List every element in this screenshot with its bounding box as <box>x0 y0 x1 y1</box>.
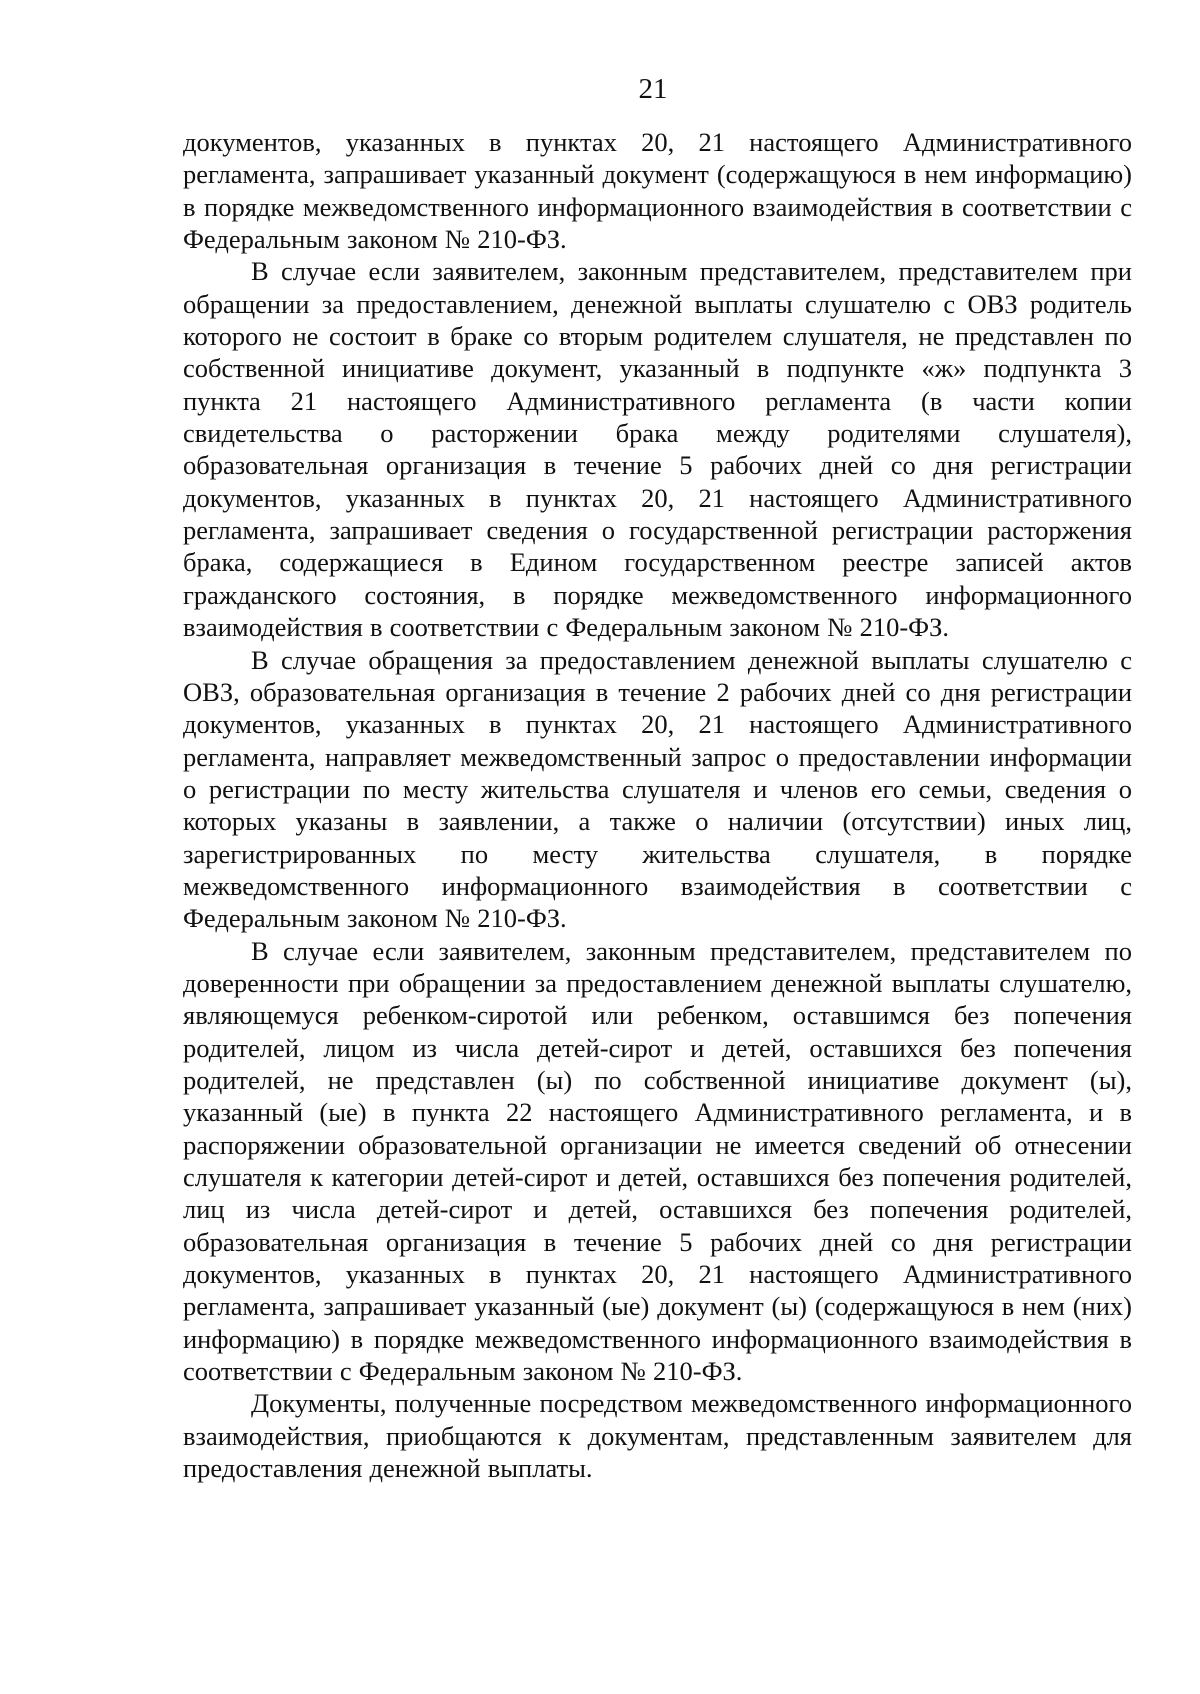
page-number: 21 <box>638 73 668 105</box>
paragraph-divorce-records: В случае если заявителем, законным представителем, представителем при обращении за предоставлением, денежной выплаты слушателю с ОВЗ родитель которого не состоит в браке со вторым родителем слушателя, не представлен по собственной инициативе документ, указанный в подпункте «ж» подпункта 3 пункта 21 настоящего Административного регламента (в части копии свидетельства о расторжении брака между родителями слушателя), образовательная организация в течение 5 рабочих дней со дня регистрации документов, указанных в пунктах 20, 21 настоящего Административного регламента, запрашивает сведения о государственной регистрации расторжения брака, содержащиеся в Едином государственном реестре записей актов гражданского состояния, в порядке межведомственного информационного взаимодействия в соответствии с Федеральным законом № 210-ФЗ. <box>183 256 1132 643</box>
paragraph-residence-info: В случае обращения за предоставлением денежной выплаты слушателю с ОВЗ, образовательная организация в течение 2 рабочих дней со дня регистрации документов, указанных в пунктах 20, 21 настоящего Административного регламента, направляет межведомственный запрос о предоставлении информации о регистрации по месту жительства слушателя и членов его семьи, сведения о которых указаны в заявлении, а также о наличии (отсутствии) иных лиц, зарегистрированных по месту жительства слушателя, в порядке межведомственного информационного взаимодействия в соответствии с Федеральным законом № 210-ФЗ. <box>183 644 1132 934</box>
paragraph-orphan-status: В случае если заявителем, законным представителем, представителем по доверенности при обращении за предоставлением денежной выплаты слушателю, являющемуся ребенком-сиротой или ребенком, оставшимся без попечения родителей, лицом из числа детей-сирот и детей, оставшихся без попечения родителей, не представлен (ы) по собственной инициативе документ (ы), указанный (ые) в пункта 22 настоящего Административного регламента, и в распоряжении образовательной организации не имеется сведений об отнесении слушателя к категории детей-сирот и детей, оставшихся без попечения родителей, лиц из числа детей-сирот и детей, оставшихся без попечения родителей, образовательная организация в течение 5 рабочих дней со дня регистрации документов, указанных в пунктах 20, 21 настоящего Административного регламента, запрашивает указанный (ые) документ (ы) (содержащуюся в нем (них) информацию) в порядке межведомственного информационного взаимодействия в соответствии с Федеральным законом № 210-ФЗ. <box>183 935 1132 1387</box>
document-body <box>183 126 1132 1484</box>
paragraph-documents-attached: Документы, полученные посредством межведомственного информационного взаимодействия, приобщаются к документам, представленным заявителем для предоставления денежной выплаты. <box>183 1388 1132 1484</box>
paragraph-continuation: документов, указанных в пунктах 20, 21 настоящего Административного регламента, запрашивает указанный документ (содержащуюся в нем информацию) в порядке межведомственного информационного взаимодействия в соответствии с Федеральным законом № 210-ФЗ. <box>183 127 1132 255</box>
